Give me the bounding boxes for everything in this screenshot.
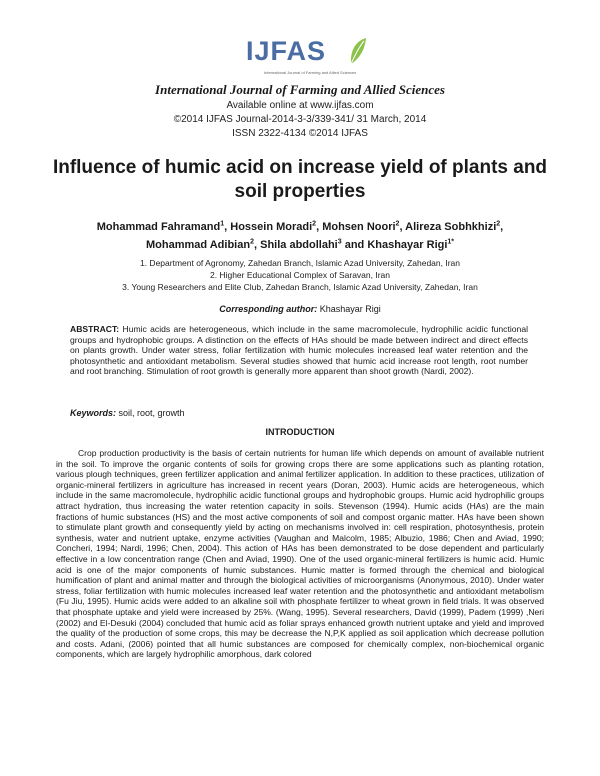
corresponding-author (0, 304, 600, 314)
author: Alireza Sobhkhizi$^2$, (405, 220, 504, 233)
abstract (70, 324, 528, 377)
author: Mohammad Adibian$^2$, (145, 238, 261, 252)
affiliation: 1. Department of Agronomy, Zahedan Branch, Islamic Azad University, Zahedan, Iran (139, 258, 460, 268)
journal-name: International Journal of Farming and Allied Sciences (155, 82, 445, 97)
author: Shila abdollahi$^3$ and (260, 238, 368, 252)
affiliation: 3. Young Researchers and Elite Club, Zahedan Branch, Islamic Azad University, Zahedan, Iran (122, 282, 478, 292)
author-list (60, 216, 540, 253)
keywords: Keywords: soil, root, growth (70, 408, 185, 418)
introduction-text: Crop production productivity is the basis of certain nutrients for human life which depends on amount of available nutrient in the soil. To improve the organic contents of soils for growing crops there are some applications such as planting rotation, various plough techniques, green fertilizer application and animal fertilizer application. In addition to these practices, utilization of organic-mineral fertilizers in agriculture has increased in recent years (Doran, 2003). Humic acids are heterogeneous, which include in the same macromolecule, hydrophilic acidic functional groups and hydrophobic groups. Humic acid hydrophilic groups attract hydration, thus increasing the water retention capacity in soils. Stevenson (1994). Humic acids (HAs) are the main fractions of humic substances (HS) and the most active components of soil and compost organic matter. HAs have been shown to stimulate plant growth and consequently yield by acting on mechanisms involved in: cell respiration, photosynthesis, protein synthesis, water and nutrient uptake, enzyme activities (Vaughan and Malcolm, 1985; Albuzio, 1986; Chen and Aviad, 1990; Concheri, 1994; Nardi, 1996; Chen, 2004). This action of HAs has been demonstrated to be dose dependent and particularly effective in a low concentration range (Chen and Aviad, 1990). One of the used organic-mineral fertilizers is humic acid. Humic acid is one of the major components of humic substances. Humic matter is formed through the chemical and biological humification of plant and animal matter and through the biological activities of microorganisms (Anonymous, 2010). Under water stress, foliar fertilization with humic molecules increased leaf water retention and the photosynthetic and antioxidant metabolism (Fu Jiu, 1995). Humic acids were added to an alkaline soil with phosphate fertilizer to wheat grown in field trials. It was observed that phosphate uptake and yield were increased by 25%. (Wang, 1995). Several researchers, David (1999), Padem (1999) ,Neri (2002) and El-Desuki (2004) concluded that humic acid as foliar sprays enhanced growth nutrient uptake and yield and improved the quality of the production of some crops, this may be decrease the N,P,K applied as soil application which decrease pollution and costs. Adani, (2006) pointed that all humic substances are composed for chemically complex, non-biochemical organic components, which are largely hydrophilic amorphous, dark colored (56, 448, 544, 660)
keywords-text: soil, root, growth (118, 408, 185, 418)
issue-line: ©2014 IJFAS Journal-2014-3-3/339-341/ 31 March, 2014 (173, 114, 427, 125)
author: Khashayar Rigi$^{1*}$ (367, 238, 455, 252)
corresponding-label: Corresponding author: (219, 304, 318, 314)
logo-subtitle: International Journal of Farming and Allied Sciences (264, 70, 357, 75)
logo-text: IJFAS (246, 36, 327, 66)
affiliation: 2. Higher Educational Complex of Saravan, Iran (209, 270, 390, 280)
journal-logo (238, 30, 368, 80)
leaf-icon (348, 36, 368, 66)
availability-line: Available online at www.ijfas.com (226, 100, 374, 111)
author: Hossein Moradi$^2$, (230, 220, 323, 233)
abstract-label: ABSTRACT: (70, 324, 120, 334)
author: Mohammad Fahramand$^1$, (96, 220, 231, 233)
abstract-text: Humic acids are heterogeneous, which include in the same macromolecule, hydrophilic acidic functional groups and hydrophobic groups. A distinction on the effects of HAs should be made between indirect and direct effects on plants growth. Under water stress, foliar fertilization with humic molecules increased leaf water retention and the photosynthetic and antioxidant metabolism. Several studies showed that humic acid increase root length, root number and root branching. Stimulation of root growth is generally more apparent than shoot growth (Nardi, 2002). (70, 324, 529, 377)
paper-title: Influence of humic acid on increase yield of plants and soil properties (52, 157, 548, 202)
author: Mohsen Noori$^2$, (322, 220, 406, 233)
introduction-heading: INTRODUCTION (265, 427, 335, 437)
corresponding-name: Khashayar Rigi (319, 304, 381, 314)
issn-line: ISSN 2322-4134 ©2014 IJFAS (232, 128, 368, 139)
keywords-label: Keywords (70, 408, 114, 418)
